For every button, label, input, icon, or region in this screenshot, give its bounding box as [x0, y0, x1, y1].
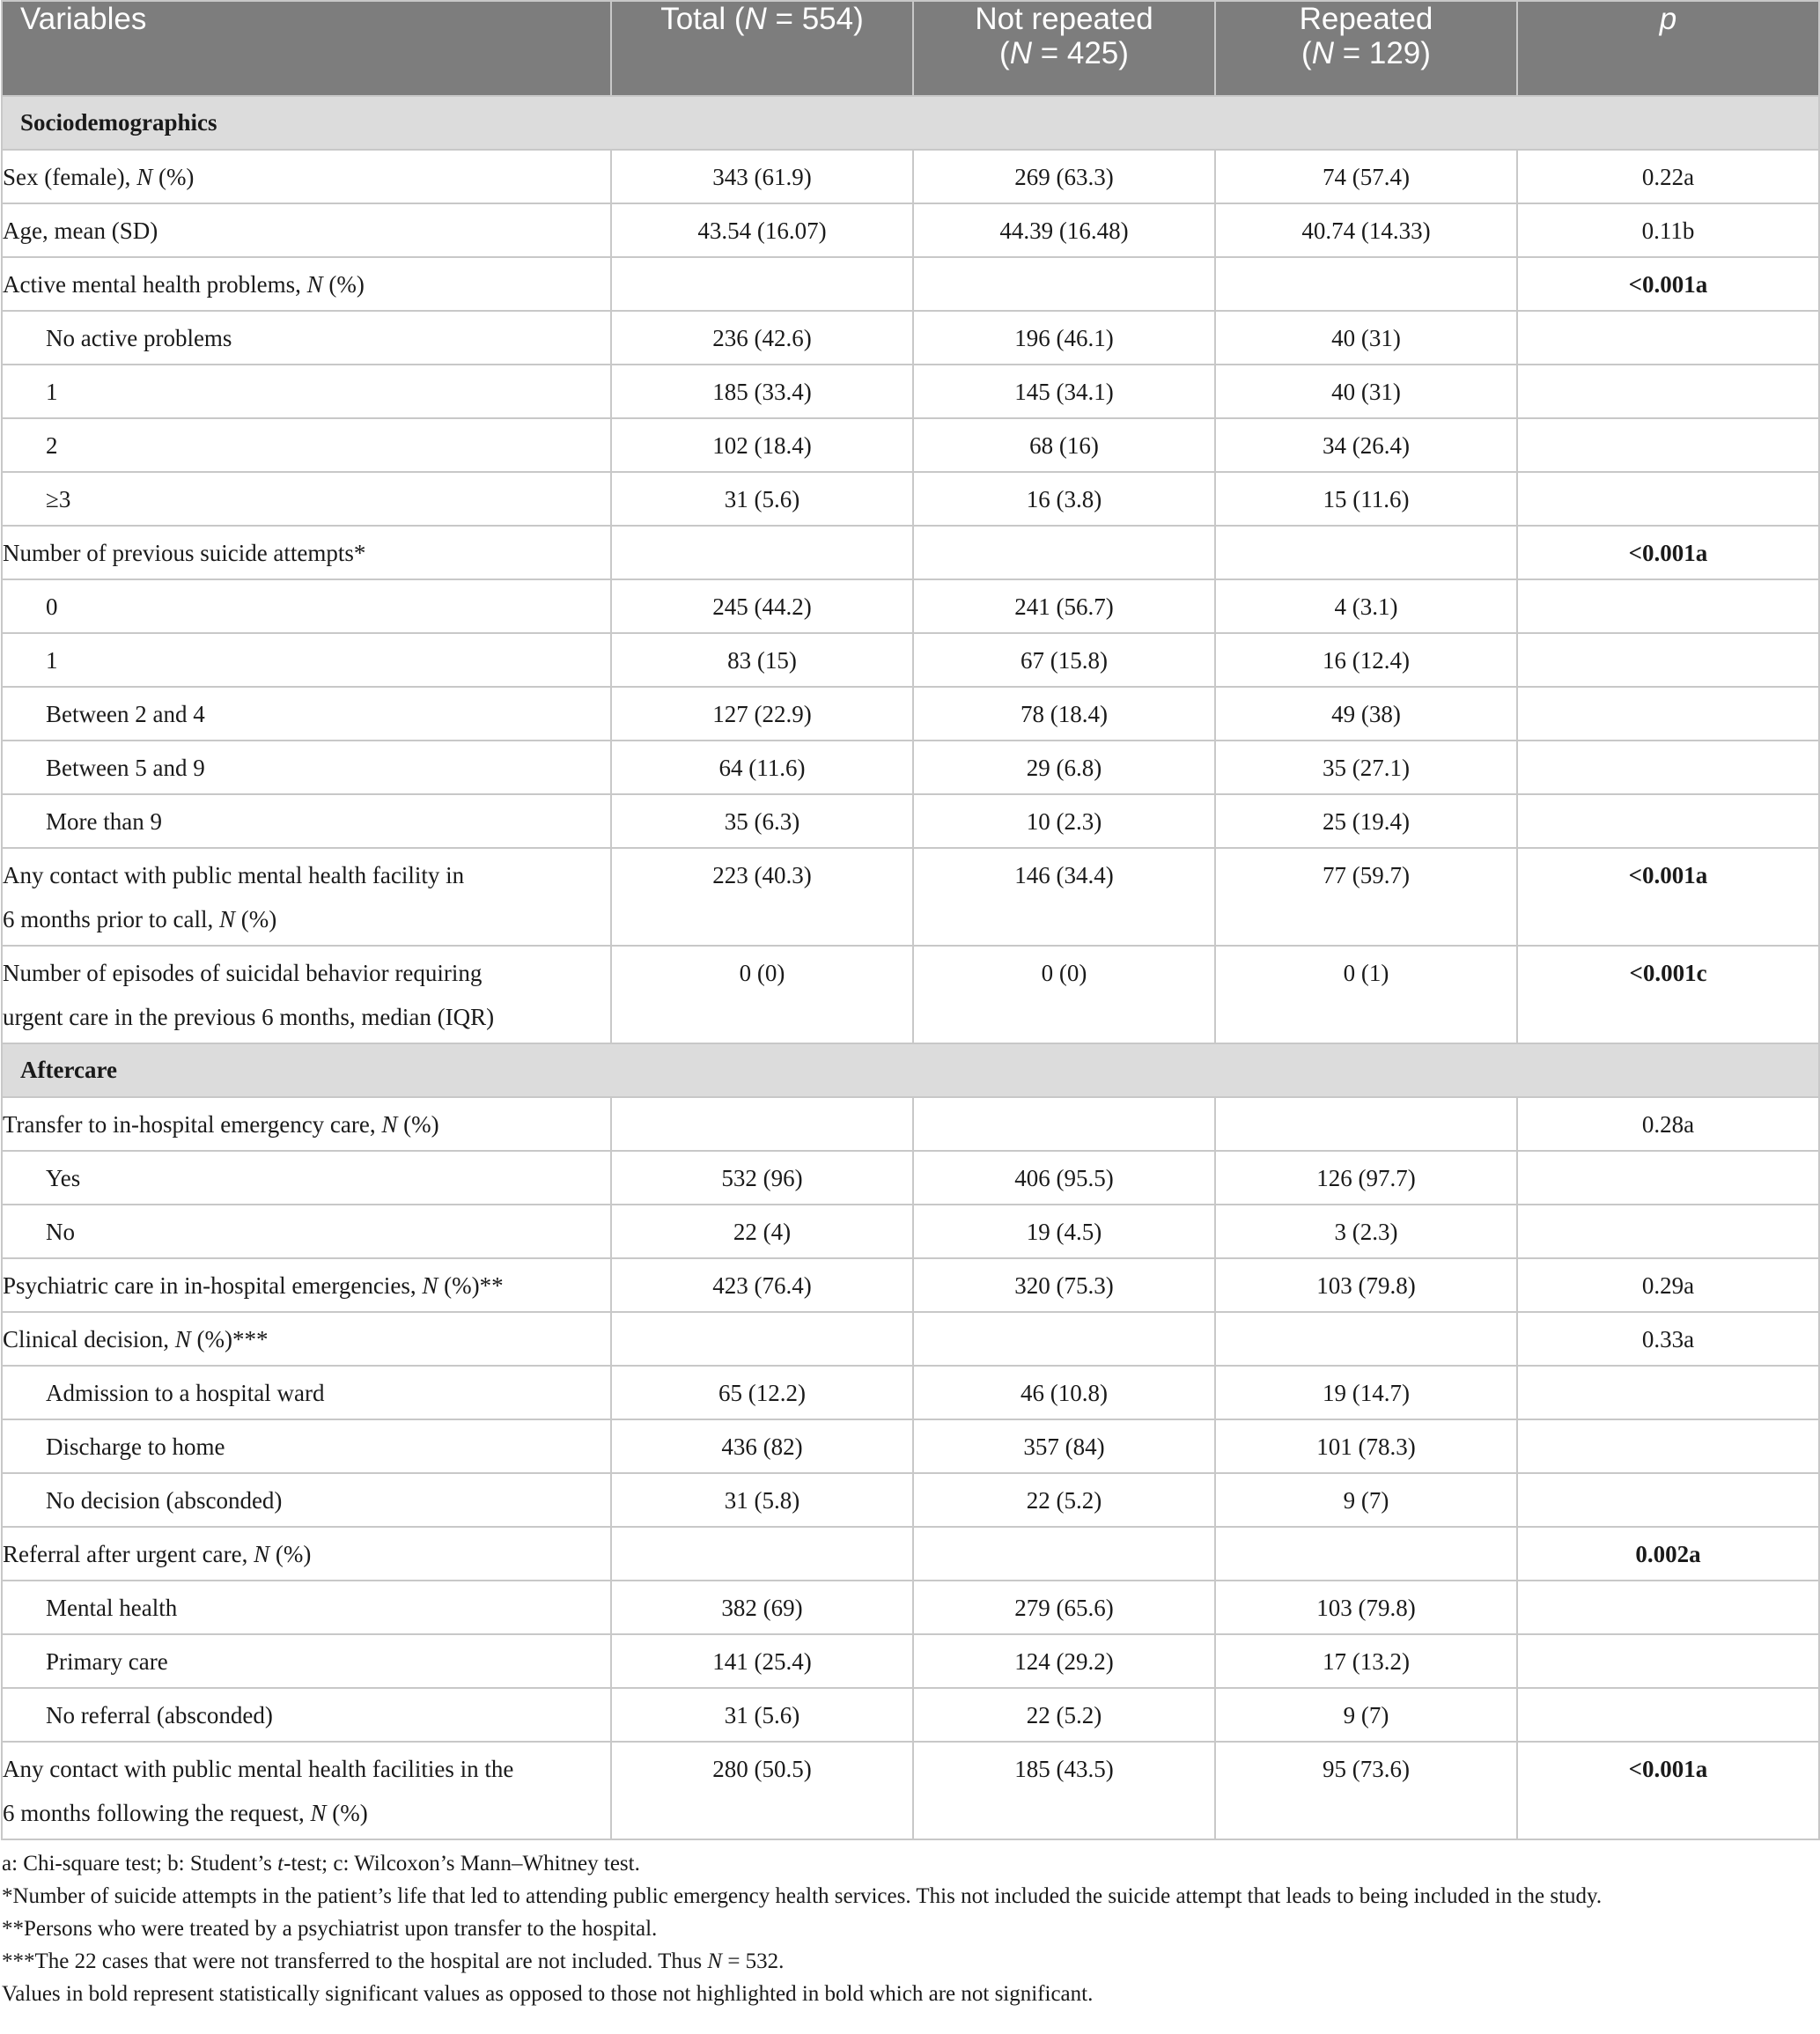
table-row	[2, 1527, 1819, 1581]
row-label: 0	[2, 579, 611, 633]
footnote-tests: a: Chi-square test; b: Student’s t-test; c: Wilcoxon’s Mann–Whitney test.	[2, 1852, 640, 1876]
cell-total: 223 (40.3)	[611, 848, 913, 946]
cell-total: 382 (69)	[611, 1581, 913, 1634]
cell-p-value	[1517, 418, 1819, 472]
cell-p-value	[1517, 311, 1819, 365]
cell-total	[611, 1527, 913, 1581]
cell-repeated: 0 (1)	[1215, 946, 1517, 1043]
cell-total: 22 (4)	[611, 1205, 913, 1258]
cell-total: 280 (50.5)	[611, 1742, 913, 1839]
row-label: No	[2, 1205, 611, 1258]
cell-not-repeated: 320 (75.3)	[913, 1258, 1215, 1312]
cell-p-value: 0.29a	[1517, 1258, 1819, 1312]
cell-total: 0 (0)	[611, 946, 913, 1043]
cell-not-repeated: 406 (95.5)	[913, 1151, 1215, 1205]
cell-not-repeated: 19 (4.5)	[913, 1205, 1215, 1258]
cell-repeated: 40 (31)	[1215, 311, 1517, 365]
cell-not-repeated: 357 (84)	[913, 1419, 1215, 1473]
cell-total: 343 (61.9)	[611, 150, 913, 203]
table-row	[2, 794, 1819, 848]
cell-total: 436 (82)	[611, 1419, 913, 1473]
cell-p-value: 0.002a	[1517, 1527, 1819, 1581]
cell-total: 35 (6.3)	[611, 794, 913, 848]
table-row	[2, 203, 1819, 257]
table-row	[2, 1634, 1819, 1688]
row-label: Any contact with public mental health facilities in the 6 months following the request, N (%)	[2, 1742, 611, 1839]
table-row	[2, 1366, 1819, 1419]
cell-p-value	[1517, 579, 1819, 633]
cell-repeated: 17 (13.2)	[1215, 1634, 1517, 1688]
cell-repeated	[1215, 1312, 1517, 1366]
table-row	[2, 687, 1819, 741]
row-label: Active mental health problems, N (%)	[2, 257, 611, 311]
cell-total: 64 (11.6)	[611, 741, 913, 794]
row-label: Clinical decision, N (%)***	[2, 1312, 611, 1366]
cell-repeated	[1215, 1097, 1517, 1151]
header-not-repeated: Not repeated (N = 425)	[913, 1, 1215, 96]
cell-p-value: <0.001a	[1517, 848, 1819, 946]
cell-total: 185 (33.4)	[611, 365, 913, 418]
table-row	[2, 633, 1819, 687]
cell-repeated	[1215, 1527, 1517, 1581]
cell-not-repeated	[913, 1312, 1215, 1366]
cell-repeated: 4 (3.1)	[1215, 579, 1517, 633]
cell-total: 245 (44.2)	[611, 579, 913, 633]
table-row	[2, 365, 1819, 418]
cell-p-value: <0.001a	[1517, 1742, 1819, 1839]
table-row	[2, 1581, 1819, 1634]
cell-repeated: 19 (14.7)	[1215, 1366, 1517, 1419]
cell-p-value: <0.001a	[1517, 526, 1819, 579]
cell-p-value	[1517, 365, 1819, 418]
cell-repeated: 9 (7)	[1215, 1473, 1517, 1527]
footnote-not-transferred: ***The 22 cases that were not transferred to the hospital are not included. Thus N = 532.	[2, 1949, 785, 1973]
cell-not-repeated: 145 (34.1)	[913, 365, 1215, 418]
row-label: Psychiatric care in in-hospital emergencies, N (%)**	[2, 1258, 611, 1312]
header-variables: Variables	[2, 1, 611, 96]
cell-not-repeated: 241 (56.7)	[913, 579, 1215, 633]
header-repeated: Repeated (N = 129)	[1215, 1, 1517, 96]
cell-total	[611, 526, 913, 579]
cell-p-value	[1517, 1366, 1819, 1419]
cell-p-value	[1517, 472, 1819, 526]
cell-repeated: 16 (12.4)	[1215, 633, 1517, 687]
table-body	[2, 96, 1819, 1839]
cell-not-repeated: 67 (15.8)	[913, 633, 1215, 687]
row-label: No active problems	[2, 311, 611, 365]
cell-total: 31 (5.6)	[611, 472, 913, 526]
cell-repeated: 74 (57.4)	[1215, 150, 1517, 203]
cell-not-repeated: 22 (5.2)	[913, 1473, 1215, 1527]
row-label: 1	[2, 365, 611, 418]
table-row	[2, 1312, 1819, 1366]
table-row	[2, 741, 1819, 794]
row-label: Any contact with public mental health facility in 6 months prior to call, N (%)	[2, 848, 611, 946]
table-row	[2, 257, 1819, 311]
table-row	[2, 311, 1819, 365]
cell-not-repeated: 196 (46.1)	[913, 311, 1215, 365]
cell-repeated: 34 (26.4)	[1215, 418, 1517, 472]
table-header	[2, 1, 1819, 96]
cell-not-repeated: 10 (2.3)	[913, 794, 1215, 848]
cell-not-repeated: 269 (63.3)	[913, 150, 1215, 203]
table-row	[2, 848, 1819, 946]
cell-total: 141 (25.4)	[611, 1634, 913, 1688]
row-label: Primary care	[2, 1634, 611, 1688]
cell-p-value	[1517, 1419, 1819, 1473]
cell-not-repeated	[913, 257, 1215, 311]
cell-repeated: 49 (38)	[1215, 687, 1517, 741]
cell-not-repeated	[913, 526, 1215, 579]
row-label: Number of previous suicide attempts*	[2, 526, 611, 579]
cell-p-value	[1517, 1473, 1819, 1527]
cell-repeated: 35 (27.1)	[1215, 741, 1517, 794]
cell-total: 236 (42.6)	[611, 311, 913, 365]
row-label: 1	[2, 633, 611, 687]
table-row	[2, 150, 1819, 203]
header-p-value: p	[1517, 1, 1819, 96]
table-row	[2, 1258, 1819, 1312]
cell-total: 31 (5.8)	[611, 1473, 913, 1527]
row-label: Between 2 and 4	[2, 687, 611, 741]
cell-p-value: 0.28a	[1517, 1097, 1819, 1151]
table-row	[2, 1151, 1819, 1205]
cell-not-repeated: 0 (0)	[913, 946, 1215, 1043]
footnote-bold-values: Values in bold represent statistically significant values as opposed to those not highlighted in bold which are not significant.	[2, 1982, 1094, 2006]
cell-p-value: 0.22a	[1517, 150, 1819, 203]
row-label: Mental health	[2, 1581, 611, 1634]
table-row	[2, 1473, 1819, 1527]
table-row	[2, 1742, 1819, 1839]
cell-repeated: 40.74 (14.33)	[1215, 203, 1517, 257]
section-header	[2, 96, 1819, 150]
footnote-suicide-attempts: *Number of suicide attempts in the patient’s life that led to attending public emergency health services. This not included the suicide attempt that leads to being included in the study.	[2, 1884, 1603, 1908]
table-row	[2, 579, 1819, 633]
cell-p-value	[1517, 741, 1819, 794]
cell-total	[611, 1312, 913, 1366]
cell-total	[611, 257, 913, 311]
header-total: Total (N = 554)	[611, 1, 913, 96]
cell-total	[611, 1097, 913, 1151]
cell-repeated: 103 (79.8)	[1215, 1581, 1517, 1634]
table-row	[2, 418, 1819, 472]
cell-not-repeated: 146 (34.4)	[913, 848, 1215, 946]
cell-repeated: 3 (2.3)	[1215, 1205, 1517, 1258]
section-title: Aftercare	[2, 1043, 1819, 1097]
cell-p-value	[1517, 1688, 1819, 1742]
cell-total: 102 (18.4)	[611, 418, 913, 472]
row-label: Admission to a hospital ward	[2, 1366, 611, 1419]
cell-repeated: 25 (19.4)	[1215, 794, 1517, 848]
row-label: Discharge to home	[2, 1419, 611, 1473]
cell-total: 43.54 (16.07)	[611, 203, 913, 257]
cell-p-value	[1517, 1634, 1819, 1688]
cell-p-value	[1517, 794, 1819, 848]
cell-p-value	[1517, 1205, 1819, 1258]
cell-p-value	[1517, 1581, 1819, 1634]
cell-repeated: 9 (7)	[1215, 1688, 1517, 1742]
row-label: Age, mean (SD)	[2, 203, 611, 257]
cell-total: 31 (5.6)	[611, 1688, 913, 1742]
cell-repeated: 103 (79.8)	[1215, 1258, 1517, 1312]
cell-repeated: 40 (31)	[1215, 365, 1517, 418]
cell-repeated: 126 (97.7)	[1215, 1151, 1517, 1205]
row-label: No referral (absconded)	[2, 1688, 611, 1742]
row-label: ≥3	[2, 472, 611, 526]
cell-not-repeated: 22 (5.2)	[913, 1688, 1215, 1742]
section-title: Sociodemographics	[2, 96, 1819, 150]
table-row	[2, 946, 1819, 1043]
cell-repeated: 77 (59.7)	[1215, 848, 1517, 946]
cell-repeated: 101 (78.3)	[1215, 1419, 1517, 1473]
cell-total: 423 (76.4)	[611, 1258, 913, 1312]
cell-repeated	[1215, 257, 1517, 311]
row-label: 2	[2, 418, 611, 472]
cell-p-value: <0.001c	[1517, 946, 1819, 1043]
results-table	[1, 0, 1820, 1840]
row-label: Referral after urgent care, N (%)	[2, 1527, 611, 1581]
row-label: Transfer to in-hospital emergency care, N (%)	[2, 1097, 611, 1151]
cell-not-repeated: 279 (65.6)	[913, 1581, 1215, 1634]
cell-not-repeated: 46 (10.8)	[913, 1366, 1215, 1419]
cell-p-value: <0.001a	[1517, 257, 1819, 311]
cell-repeated: 15 (11.6)	[1215, 472, 1517, 526]
cell-total: 65 (12.2)	[611, 1366, 913, 1419]
row-label: Yes	[2, 1151, 611, 1205]
cell-not-repeated	[913, 1097, 1215, 1151]
table-row	[2, 1097, 1819, 1151]
table-row	[2, 1205, 1819, 1258]
cell-p-value	[1517, 633, 1819, 687]
section-header	[2, 1043, 1819, 1097]
cell-total: 83 (15)	[611, 633, 913, 687]
row-label: Number of episodes of suicidal behavior requiring urgent care in the previous 6 months, median (IQR)	[2, 946, 611, 1043]
cell-p-value	[1517, 1151, 1819, 1205]
row-label: Sex (female), N (%)	[2, 150, 611, 203]
cell-not-repeated: 44.39 (16.48)	[913, 203, 1215, 257]
table-row	[2, 1688, 1819, 1742]
cell-not-repeated: 185 (43.5)	[913, 1742, 1215, 1839]
cell-not-repeated: 78 (18.4)	[913, 687, 1215, 741]
cell-not-repeated: 124 (29.2)	[913, 1634, 1215, 1688]
cell-repeated: 95 (73.6)	[1215, 1742, 1517, 1839]
footnote-psychiatrist: **Persons who were treated by a psychiatrist upon transfer to the hospital.	[2, 1917, 658, 1941]
cell-p-value: 0.33a	[1517, 1312, 1819, 1366]
cell-not-repeated	[913, 1527, 1215, 1581]
row-label: More than 9	[2, 794, 611, 848]
cell-not-repeated: 29 (6.8)	[913, 741, 1215, 794]
row-label: No decision (absconded)	[2, 1473, 611, 1527]
cell-not-repeated: 68 (16)	[913, 418, 1215, 472]
row-label: Between 5 and 9	[2, 741, 611, 794]
table-row	[2, 472, 1819, 526]
table-row	[2, 526, 1819, 579]
cell-total: 532 (96)	[611, 1151, 913, 1205]
cell-repeated	[1215, 526, 1517, 579]
table-row	[2, 1419, 1819, 1473]
cell-p-value: 0.11b	[1517, 203, 1819, 257]
table-footnotes	[0, 1847, 1820, 2010]
cell-not-repeated: 16 (3.8)	[913, 472, 1215, 526]
cell-total: 127 (22.9)	[611, 687, 913, 741]
cell-p-value	[1517, 687, 1819, 741]
